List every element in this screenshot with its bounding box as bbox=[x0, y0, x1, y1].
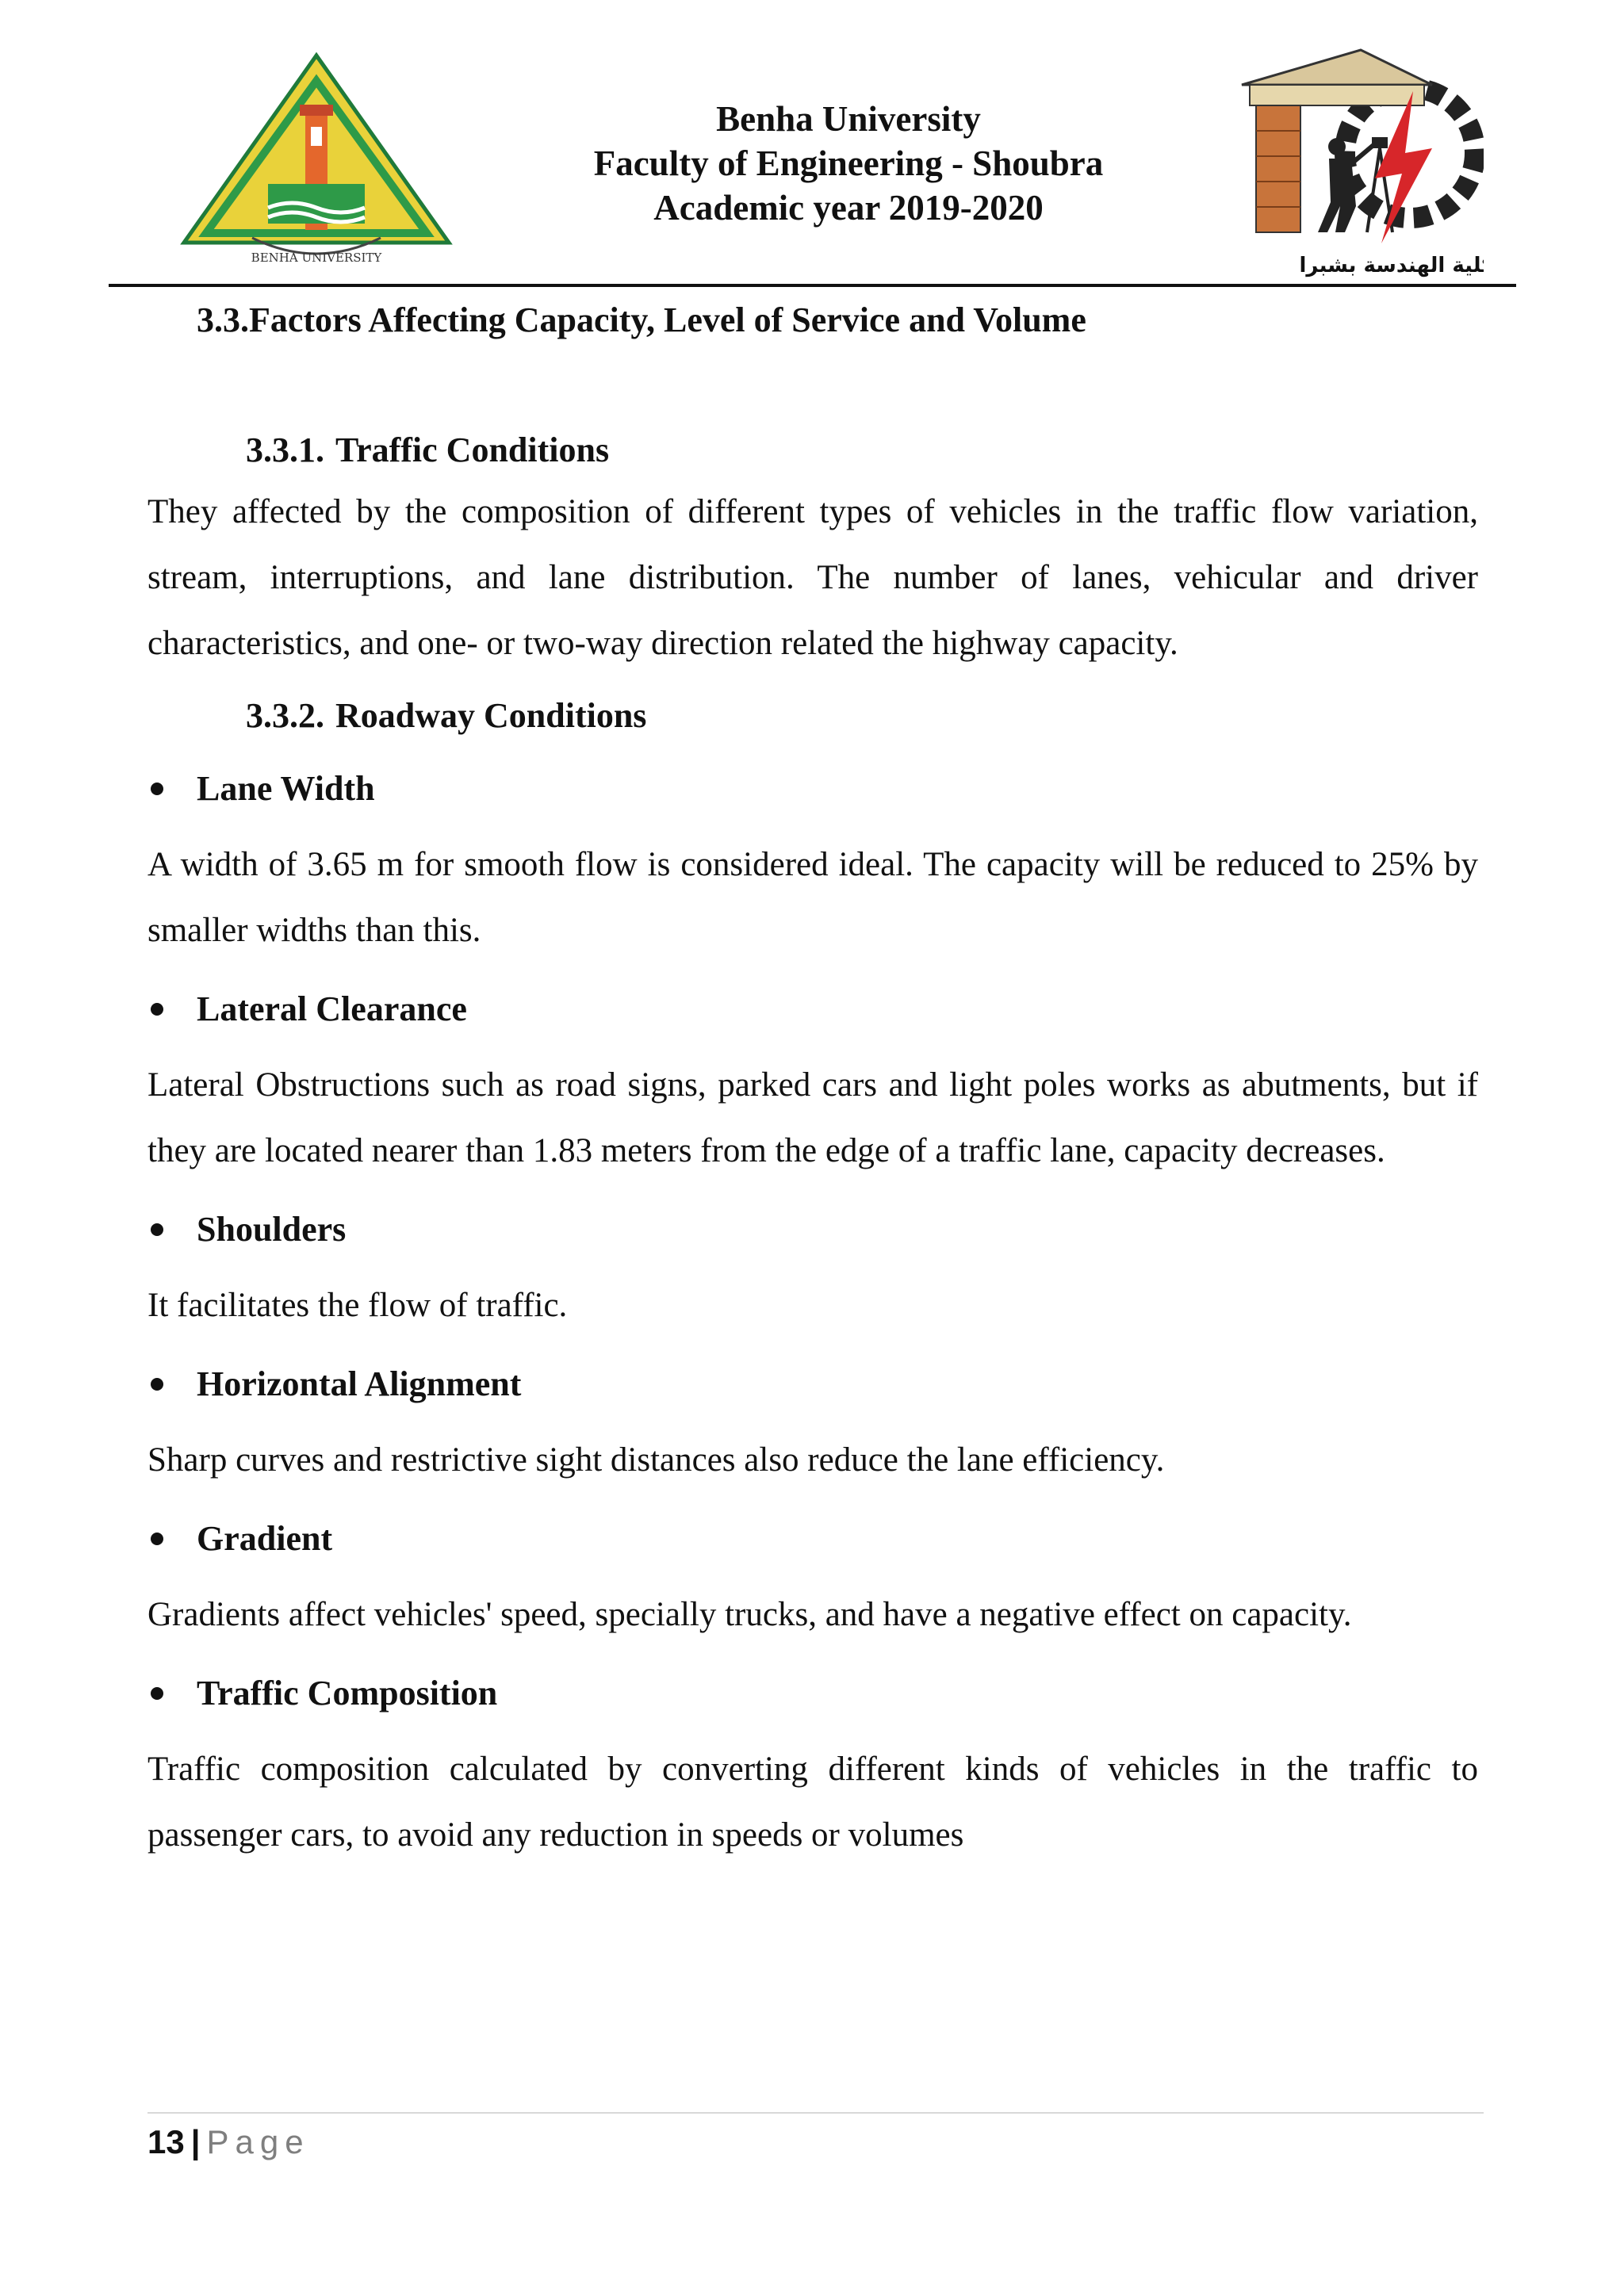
page-label: Page bbox=[206, 2123, 310, 2160]
faculty-engineering-logo bbox=[1234, 44, 1484, 281]
benha-university-logo bbox=[173, 49, 460, 271]
bullet-title: Shoulders bbox=[197, 1210, 347, 1249]
subsection-label: Roadway Conditions bbox=[335, 696, 647, 735]
bullet-icon bbox=[151, 1378, 163, 1391]
footer-divider bbox=[147, 2112, 1484, 2114]
paragraph-traffic-conditions: They affected by the composition of different types of vehicles in the traffic flow variation, stream, interruptions, and lane distribution. The number of lanes, vehicular and driver characteristics, and one- or two-way direction related the highway capacity. bbox=[147, 493, 1478, 662]
footer-separator: | bbox=[190, 2123, 201, 2160]
right-logo-caption: كلية الهندسة بشبرا bbox=[1299, 254, 1484, 277]
bullet-icon bbox=[151, 1223, 163, 1236]
university-name: Benha University bbox=[716, 99, 981, 139]
bullet-gradient bbox=[147, 1517, 1478, 1561]
page-content bbox=[147, 292, 1478, 1868]
bullet-lane-width bbox=[147, 767, 1478, 811]
bullet-title: Horizontal Alignment bbox=[197, 1364, 522, 1403]
bullet-title: Lane Width bbox=[197, 769, 375, 808]
faculty-name: Faculty of Engineering - Shoubra bbox=[593, 144, 1104, 183]
academic-year: Academic year 2019-2020 bbox=[653, 188, 1044, 228]
spacer bbox=[147, 342, 1478, 428]
section-title: 3.3.Factors Affecting Capacity, Level of Service and Volume bbox=[197, 300, 1086, 339]
bullet-title: Gradient bbox=[197, 1519, 333, 1558]
bullet-title: Traffic Composition bbox=[197, 1674, 498, 1712]
bullet-horizontal-alignment bbox=[147, 1362, 1478, 1406]
bullet-icon bbox=[151, 1533, 163, 1545]
paragraph-gradient: Gradients affect vehicles' speed, specially trucks, and have a negative effect on capacity. bbox=[147, 1596, 1352, 1633]
paragraph-lane-width: A width of 3.65 m for smooth flow is considered ideal. The capacity will be reduced to 25% by smaller widths than this. bbox=[147, 846, 1478, 949]
subsection-label: Traffic Conditions bbox=[335, 430, 610, 469]
header-titles bbox=[476, 97, 1221, 230]
subsection-title-traffic-conditions bbox=[246, 428, 1478, 473]
bullet-title: Lateral Clearance bbox=[197, 989, 467, 1028]
paragraph-traffic-composition: Traffic composition calculated by converting different kinds of vehicles in the traffic to passenger cars, to avoid any reduction in speeds or volumes bbox=[147, 1751, 1478, 1854]
bullet-traffic-composition bbox=[147, 1671, 1478, 1716]
header-divider bbox=[109, 284, 1516, 287]
bullet-lateral-clearance bbox=[147, 987, 1478, 1031]
subsection-number: 3.3.1. bbox=[246, 430, 324, 469]
bullet-icon bbox=[151, 783, 163, 795]
page-header bbox=[0, 0, 1624, 293]
paragraph-shoulders: It facilitates the flow of traffic. bbox=[147, 1287, 568, 1324]
bullet-shoulders bbox=[147, 1207, 1478, 1252]
subsection-number: 3.3.2. bbox=[246, 696, 324, 735]
page-footer bbox=[147, 2118, 310, 2166]
subsection-title-roadway-conditions bbox=[246, 694, 1478, 738]
bullet-icon bbox=[151, 1687, 163, 1700]
paragraph-lateral-clearance: Lateral Obstructions such as road signs, parked cars and light poles works as abutments, but if they are located nearer than 1.83 meters from the edge of a traffic lane, capacity decreases. bbox=[147, 1066, 1478, 1169]
page-number: 13 bbox=[147, 2123, 185, 2160]
paragraph-horizontal-alignment: Sharp curves and restrictive sight distances also reduce the lane efficiency. bbox=[147, 1441, 1165, 1479]
left-logo-caption: BENHA UNIVERSITY bbox=[251, 251, 382, 265]
bullet-icon bbox=[151, 1003, 163, 1016]
